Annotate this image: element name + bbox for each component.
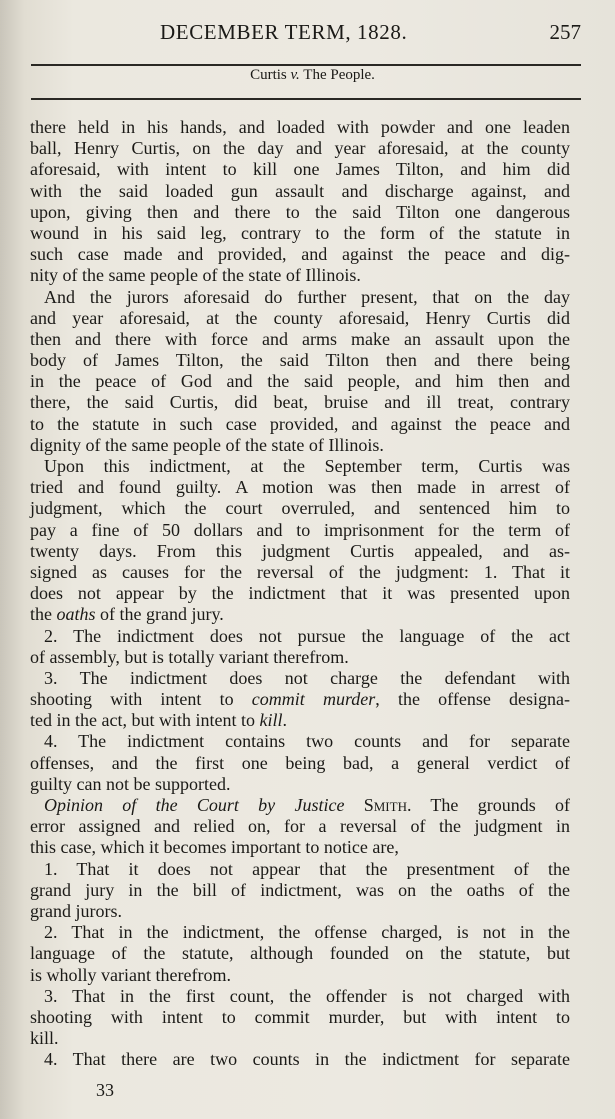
text-line: dignity of the same people of the state of Illinois. [30,434,384,455]
text-line: does not appear by the indictment that it was presented upon [30,583,570,604]
text-line: 2. The indictment does not pursue the language of the act [44,625,570,646]
text-line: grand jurors. [30,900,122,921]
text-line: language of the statute, although founded on the statute, but [30,943,570,964]
text-line: to the statute in such case provided, and against the peace and [30,413,570,434]
case-party-1: Curtis [250,67,287,83]
body-text [30,117,570,1070]
text-line: this case, which it becomes important to notice are, [30,837,399,858]
text-line: error assigned and relied on, for a reversal of the judgment in [30,816,570,837]
text-line: 2. That in the indictment, the offense charged, is not in the [44,922,570,943]
running-title: DECEMBER TERM, 1828. [160,20,408,44]
text-line: wound in his said leg, contrary to the form of the statute in [30,222,570,243]
text-line: there held in his hands, and loaded with powder and one leaden [30,117,570,137]
text-line: 1. That it does not appear that the presentment of the [44,858,570,879]
text-line: tried and found guilty. A motion was then made in arrest of [30,477,570,498]
text-line: body of James Tilton, the said Tilton then and there being [30,350,570,371]
text-line: Upon this indictment, at the September term, Curtis was [44,456,570,476]
text-line: shooting with intent to commit murder, the offense designa- [30,689,570,710]
signature-mark: 33 [96,1080,114,1100]
text-line: twenty days. From this judgment Curtis appealed, and as- [30,540,570,561]
text-line: in the peace of God and the said people, and him then and [30,371,570,392]
case-versus: v. [290,67,300,83]
text-line: ted in the act, but with intent to kill. [30,710,287,731]
text-line: then and there with force and arms make an assault upon the [30,328,570,349]
text-line: Opinion of the Court by Justice Smith. The grounds of [44,795,571,815]
text-line: such case made and provided, and against the peace and dig- [30,244,570,265]
text-line: shooting with intent to commit murder, but with intent to [30,1006,570,1027]
text-line: signed as causes for the reversal of the judgment: 1. That it [30,561,570,582]
text-line: pay a fine of 50 dollars and to imprisonment for the term of [30,519,570,540]
text-line: judgment, which the court overruled, and sentenced him to [30,498,570,519]
text-line: offenses, and the first one being bad, a general verdict of [30,752,570,773]
bottom-rule [31,98,581,100]
text-line: guilty can not be supported. [30,773,231,794]
text-line: ball, Henry Curtis, on the day and year aforesaid, at the county [30,138,570,159]
text-line: And the jurors aforesaid do further present, that on the day [44,286,570,307]
case-title [0,66,615,84]
text-line: 3. The indictment does not charge the defendant with [44,667,570,688]
text-line: there, the said Curtis, did beat, bruise and ill treat, contrary [30,392,570,413]
text-line: 3. That in the first count, the offender is not charged with [44,985,570,1006]
text-line: and year aforesaid, at the county aforesaid, Henry Curtis did [30,307,570,328]
running-head [0,20,615,46]
text-line: is wholly variant therefrom. [30,964,231,985]
text-line: kill. [30,1028,59,1049]
text-line: of assembly, but is totally variant therefrom. [30,646,349,667]
page-number: 257 [549,20,581,44]
text-line: with the said loaded gun assault and discharge against, and [30,180,570,201]
text-line: upon, giving then and there to the said Tilton one dangerous [30,201,570,222]
text-line: nity of the same people of the state of Illinois. [30,265,361,286]
text-line: the oaths of the grand jury. [30,604,224,625]
text-line: grand jury in the bill of indictment, was on the oaths of the [30,879,570,900]
text-line: 4. The indictment contains two counts and for separate [44,731,570,752]
text-line: aforesaid, with intent to kill one James Tilton, and him did [30,159,570,180]
text-line: 4. That there are two counts in the indictment for separate [44,1049,570,1070]
case-party-2: The People. [303,67,375,83]
